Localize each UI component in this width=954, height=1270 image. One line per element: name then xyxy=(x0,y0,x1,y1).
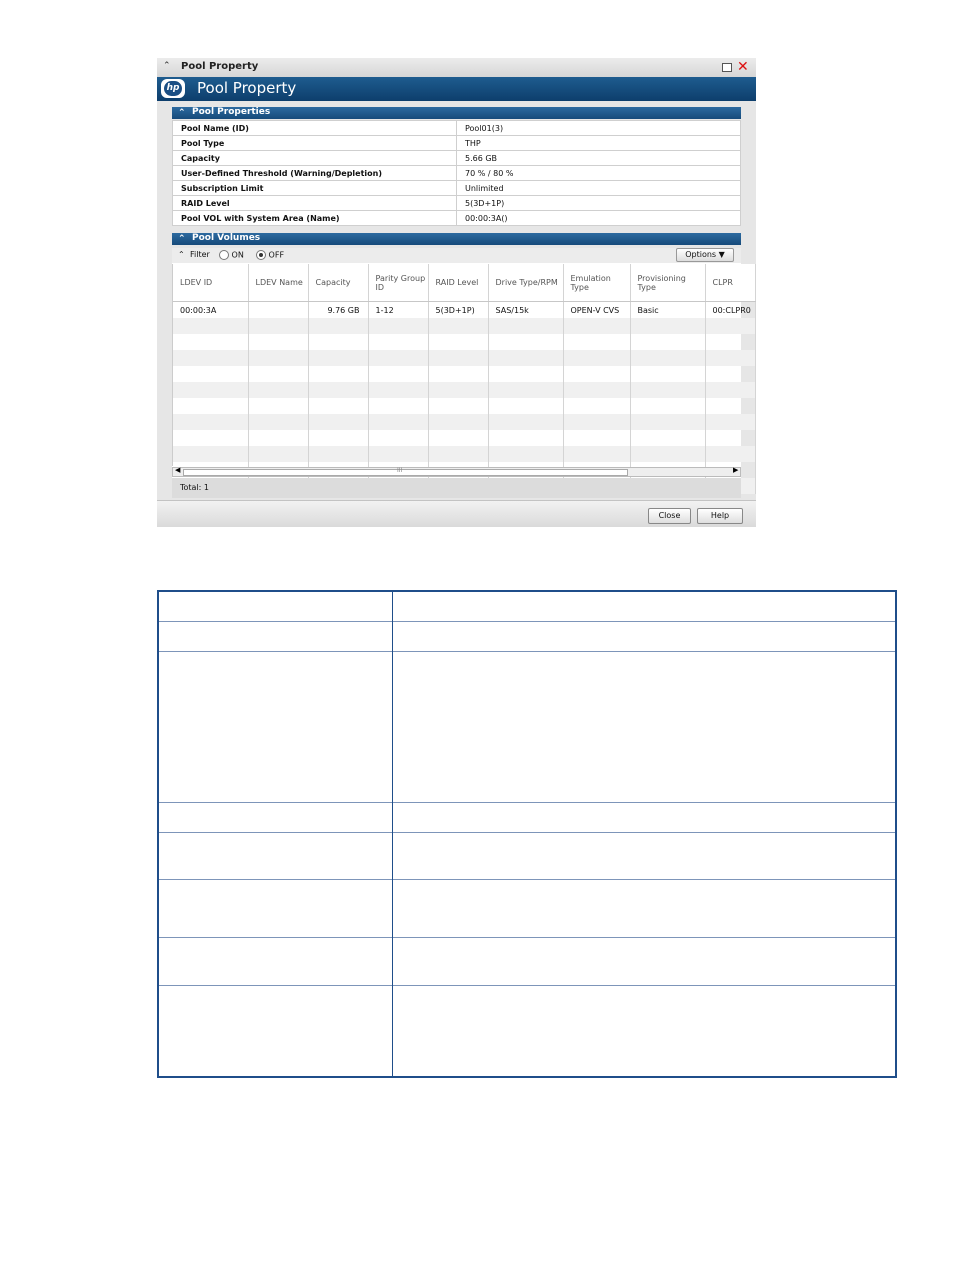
pool-properties-header[interactable] xyxy=(172,107,741,119)
table-cell xyxy=(488,334,563,350)
pool-volumes-header[interactable] xyxy=(172,233,741,245)
table-cell xyxy=(563,430,630,446)
table-cell xyxy=(428,398,488,414)
table-row xyxy=(173,414,755,430)
property-value: THP xyxy=(457,136,741,151)
table-cell xyxy=(248,446,308,462)
table-cell: 00:CLPR0 xyxy=(705,302,755,319)
property-value: 70 % / 80 % xyxy=(457,166,741,181)
table-rule xyxy=(157,621,897,622)
total-bar xyxy=(172,478,741,498)
property-row xyxy=(173,181,741,196)
table-bottom-rule xyxy=(157,1076,897,1078)
table-cell: Basic xyxy=(630,302,705,319)
column-header[interactable]: Emulation Type xyxy=(563,264,630,302)
table-cell xyxy=(488,382,563,398)
section-title: Pool Properties xyxy=(192,107,271,117)
table-rule xyxy=(157,985,897,986)
filter-off-label: OFF xyxy=(268,250,285,260)
table-cell xyxy=(428,430,488,446)
total-count: Total: 1 xyxy=(180,483,210,492)
table-cell xyxy=(488,350,563,366)
table-cell xyxy=(248,334,308,350)
table-column-divider xyxy=(392,590,393,1078)
table-cell xyxy=(368,382,428,398)
table-cell xyxy=(563,382,630,398)
table-cell xyxy=(173,318,248,334)
banner xyxy=(157,77,756,101)
horizontal-scrollbar[interactable] xyxy=(172,467,741,477)
collapse-icon[interactable]: ⌃ xyxy=(178,108,186,118)
table-cell xyxy=(630,398,705,414)
property-row xyxy=(173,166,741,181)
filter-on-label: ON xyxy=(231,250,244,260)
table-cell xyxy=(248,350,308,366)
column-header[interactable]: Capacity xyxy=(308,264,368,302)
table-cell xyxy=(563,318,630,334)
close-icon[interactable]: ✕ xyxy=(737,59,749,75)
table-cell xyxy=(173,350,248,366)
table-right-border xyxy=(895,590,897,1078)
filter-collapse-icon[interactable]: ⌃ xyxy=(178,250,185,259)
description-table xyxy=(157,590,897,1078)
table-cell xyxy=(488,366,563,382)
table-cell xyxy=(705,446,755,462)
table-cell xyxy=(248,382,308,398)
table-cell xyxy=(248,414,308,430)
table-cell xyxy=(428,334,488,350)
table-cell xyxy=(630,350,705,366)
table-cell: 00:00:3A xyxy=(173,302,248,319)
table-rule xyxy=(157,832,897,833)
table-row xyxy=(173,430,755,446)
dialog-footer xyxy=(157,500,756,527)
table-cell xyxy=(173,366,248,382)
table-top-rule xyxy=(157,590,897,592)
collapse-icon[interactable]: ⌃ xyxy=(163,61,171,71)
table-cell: 5(3D+1P) xyxy=(428,302,488,319)
property-value: 5(3D+1P) xyxy=(457,196,741,211)
help-button[interactable]: Help xyxy=(697,508,743,524)
table-cell xyxy=(308,318,368,334)
table-cell xyxy=(705,334,755,350)
table-cell xyxy=(488,318,563,334)
table-cell xyxy=(308,414,368,430)
hp-logo-text: hp xyxy=(164,81,182,96)
table-row xyxy=(173,318,755,334)
collapse-icon[interactable]: ⌃ xyxy=(178,234,186,244)
table-cell xyxy=(368,318,428,334)
table-cell xyxy=(173,382,248,398)
property-label: RAID Level xyxy=(173,196,457,211)
property-label: Capacity xyxy=(173,151,457,166)
table-cell xyxy=(630,414,705,430)
table-cell xyxy=(173,414,248,430)
property-value: Unlimited xyxy=(457,181,741,196)
table-cell xyxy=(705,414,755,430)
table-cell xyxy=(705,366,755,382)
table-cell xyxy=(563,350,630,366)
table-cell xyxy=(630,430,705,446)
filter-on-radio[interactable] xyxy=(219,250,244,260)
table-cell xyxy=(308,334,368,350)
table-cell xyxy=(705,382,755,398)
table-cell xyxy=(248,318,308,334)
section-title: Pool Volumes xyxy=(192,233,261,243)
table-cell xyxy=(705,350,755,366)
radio-icon[interactable] xyxy=(219,250,229,260)
table-cell xyxy=(173,430,248,446)
table-cell: 1-12 xyxy=(368,302,428,319)
table-row xyxy=(173,350,755,366)
table-cell xyxy=(428,350,488,366)
table-rule xyxy=(157,651,897,652)
filter-off-radio[interactable] xyxy=(256,250,284,260)
table-cell xyxy=(308,430,368,446)
radio-selected-icon[interactable] xyxy=(256,250,266,260)
pool-properties-table xyxy=(172,120,741,226)
dropdown-arrow-icon: ▼ xyxy=(718,250,725,259)
pool-volumes-grid xyxy=(172,264,751,466)
property-label: Subscription Limit xyxy=(173,181,457,196)
table-cell xyxy=(428,382,488,398)
options-label: Options xyxy=(685,250,717,259)
table-cell: SAS/15k xyxy=(488,302,563,319)
window-title: Pool Property xyxy=(181,61,259,72)
table-cell xyxy=(308,398,368,414)
table-cell xyxy=(368,366,428,382)
table-cell xyxy=(630,366,705,382)
table-cell xyxy=(488,430,563,446)
column-header[interactable]: RAID Level xyxy=(428,264,488,302)
table-cell xyxy=(248,366,308,382)
column-header[interactable]: CLPR xyxy=(705,264,755,302)
property-row xyxy=(173,151,741,166)
property-label: User-Defined Threshold (Warning/Depletion) xyxy=(173,166,457,181)
table-cell xyxy=(173,398,248,414)
scroll-right-icon[interactable]: ▶ xyxy=(733,466,739,474)
close-button[interactable]: Close xyxy=(648,508,691,524)
table-cell xyxy=(368,430,428,446)
table-cell: OPEN-V CVS xyxy=(563,302,630,319)
table-cell xyxy=(248,398,308,414)
table-cell xyxy=(563,446,630,462)
table-cell xyxy=(630,382,705,398)
maximize-icon[interactable] xyxy=(722,63,732,72)
table-cell xyxy=(173,334,248,350)
table-cell xyxy=(368,446,428,462)
table-cell xyxy=(630,318,705,334)
table-cell xyxy=(488,414,563,430)
filter-bar xyxy=(172,248,741,263)
table-row xyxy=(173,398,755,414)
pool-property-window xyxy=(157,58,756,526)
table-cell xyxy=(630,446,705,462)
banner-title: Pool Property xyxy=(197,79,297,97)
column-header[interactable]: Parity Group ID xyxy=(368,264,428,302)
table-cell xyxy=(308,350,368,366)
property-label: Pool VOL with System Area (Name) xyxy=(173,211,457,226)
table-cell xyxy=(368,334,428,350)
table-cell xyxy=(428,318,488,334)
table-cell xyxy=(705,430,755,446)
table-cell xyxy=(428,366,488,382)
column-header[interactable]: Provisioning Type xyxy=(630,264,705,302)
table-cell: 9.76 GB xyxy=(308,302,368,319)
property-row xyxy=(173,196,741,211)
table-cell xyxy=(705,318,755,334)
table-cell xyxy=(308,366,368,382)
table-cell xyxy=(308,446,368,462)
property-value: 00:00:3A() xyxy=(457,211,741,226)
table-rule xyxy=(157,937,897,938)
window-titlebar xyxy=(157,58,756,78)
table-cell xyxy=(428,414,488,430)
filter-label: Filter xyxy=(190,250,210,259)
grip-label: III xyxy=(397,467,403,474)
table-row xyxy=(173,446,755,462)
table-cell xyxy=(563,366,630,382)
table-cell xyxy=(248,302,308,319)
table-cell xyxy=(563,414,630,430)
table-cell xyxy=(248,430,308,446)
table-cell xyxy=(705,398,755,414)
hp-logo xyxy=(161,79,185,98)
table-row xyxy=(173,382,755,398)
table-row xyxy=(173,366,755,382)
property-row xyxy=(173,211,741,226)
table-cell xyxy=(488,398,563,414)
property-value: 5.66 GB xyxy=(457,151,741,166)
property-value: Pool01(3) xyxy=(457,121,741,136)
scroll-left-icon[interactable]: ◀ xyxy=(175,466,181,474)
table-cell xyxy=(630,334,705,350)
scrollbar-thumb[interactable] xyxy=(183,469,628,476)
table-cell xyxy=(563,398,630,414)
table-rule xyxy=(157,802,897,803)
property-row xyxy=(173,121,741,136)
table-cell xyxy=(428,446,488,462)
table-cell xyxy=(368,350,428,366)
property-label: Pool Name (ID) xyxy=(173,121,457,136)
table-cell xyxy=(488,446,563,462)
table-cell xyxy=(368,414,428,430)
property-row xyxy=(173,136,741,151)
column-header[interactable]: LDEV ID xyxy=(173,264,248,302)
property-label: Pool Type xyxy=(173,136,457,151)
table-left-border xyxy=(157,590,159,1078)
table-cell xyxy=(368,398,428,414)
options-button[interactable] xyxy=(676,248,734,262)
table-cell xyxy=(173,446,248,462)
table-row[interactable] xyxy=(173,302,755,319)
table-rule xyxy=(157,879,897,880)
table-row xyxy=(173,334,755,350)
column-header[interactable]: LDEV Name xyxy=(248,264,308,302)
table-cell xyxy=(308,382,368,398)
pool-volumes-panel xyxy=(172,248,751,498)
table-cell xyxy=(563,334,630,350)
column-header[interactable]: Drive Type/RPM xyxy=(488,264,563,302)
